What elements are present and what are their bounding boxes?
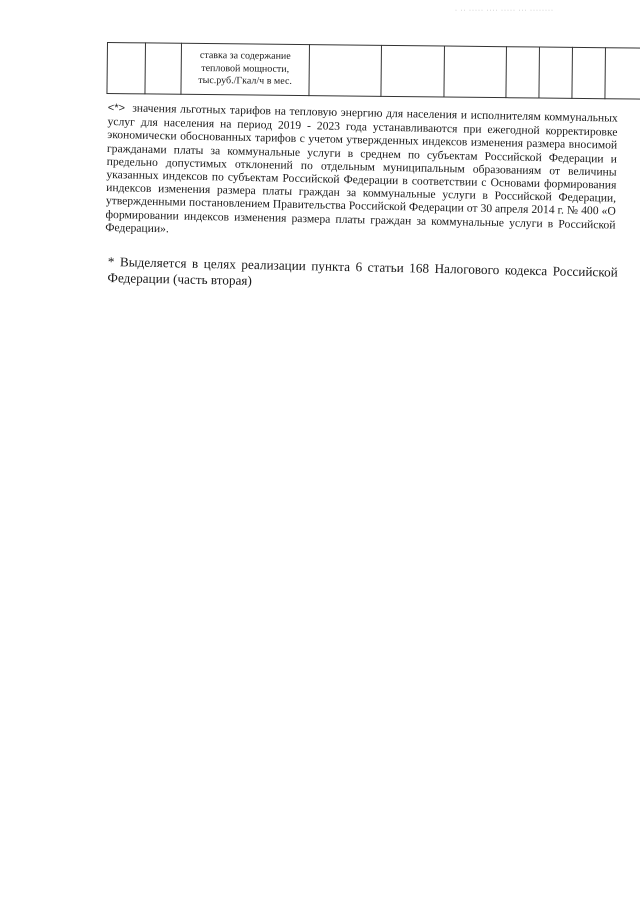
footnote — [107, 254, 618, 296]
table-cell — [309, 45, 382, 97]
scan-header-marks: · ·· ····· ···· ····· ··· ········ — [455, 8, 554, 14]
table-row — [107, 43, 640, 100]
note-marker: <*> — [107, 101, 126, 115]
table-cell — [107, 43, 146, 94]
row-label-cell: ставка за содержание тепловой мощности, тыс.руб./Гкал/ч в мес. — [181, 43, 310, 95]
table-cell — [572, 47, 606, 98]
table-cell — [506, 47, 540, 98]
table-cell — [145, 43, 182, 94]
tariff-table — [106, 42, 640, 100]
note-paragraph — [105, 101, 618, 245]
table-cell — [381, 45, 445, 97]
footnote-text: * Выделяется в целях реализации пункта 6 статьи 168 Налогового кодекса Российской Федерации (часть вторая) — [107, 254, 618, 288]
table-cell — [605, 48, 640, 99]
table-cell — [444, 46, 507, 98]
table-cell — [539, 47, 573, 98]
note-text: значения льготных тарифов на тепловую энергию для населения и исполнителям коммунальных услуг для населения на период 2019 - 2023 года устанавливаются при ежегодной корректировке экономически обоснованных тарифов с учетом утвержденных индексов изменения размера вносимой гражданами платы за коммунальные услуги в среднем по субъектам Российской Федерации и предельно допустимых отклонений по отдельным муниципальным образованиям от величины указанных индексов по субъектам Российской Федерации в соответствии с Основами формирования индексов изменения размера платы граждан за коммунальные услуги в Российской Федерации, утвержденными постановлением Правительства Российской Федерации от 30 апреля 2014 г. № 400 «О формировании индексов изменения размера платы граждан за коммунальные услуги в Российской Федерации». — [105, 101, 618, 236]
tariff-note — [105, 101, 618, 245]
